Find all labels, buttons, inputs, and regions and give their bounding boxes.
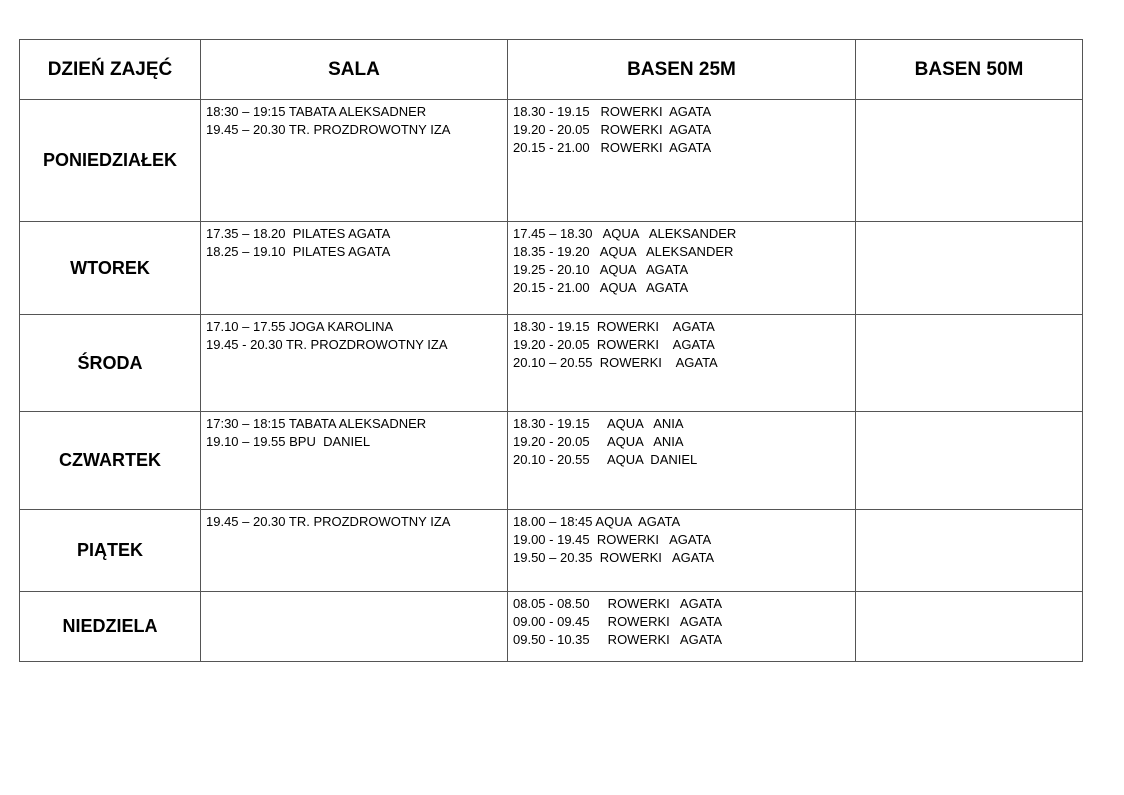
class-entry: 17.45 – 18.30 AQUA ALEKSANDER	[513, 226, 737, 241]
header-row	[20, 40, 1083, 100]
class-entry: 17.35 – 18.20 PILATES AGATA	[206, 226, 391, 241]
schedule-row-niedziela	[20, 592, 1083, 662]
sala-cell	[201, 510, 508, 592]
class-entry: 19.45 – 20.30 TR. PROZDROWOTNY IZA	[206, 122, 451, 137]
class-list	[201, 315, 507, 354]
class-entry: 19.50 – 20.35 ROWERKI AGATA	[513, 550, 715, 565]
basen-25m-cell	[508, 222, 856, 315]
class-entry: 09.00 - 09.45 ROWERKI AGATA	[513, 614, 723, 629]
class-entry: 18.25 – 19.10 PILATES AGATA	[206, 244, 391, 259]
day-label: PIĄTEK	[20, 510, 201, 592]
header-basen-50m: BASEN 50M	[856, 40, 1083, 100]
basen-25m-cell	[508, 592, 856, 662]
class-entry: 18.35 - 19.20 AQUA ALEKSANDER	[513, 244, 734, 259]
class-list	[856, 100, 1082, 103]
schedule-row-sroda	[20, 315, 1083, 412]
schedule-row-poniedzialek	[20, 100, 1083, 222]
schedule-table	[19, 39, 1083, 662]
class-list	[856, 592, 1082, 595]
schedule-row-piatek	[20, 510, 1083, 592]
basen-25m-cell	[508, 510, 856, 592]
class-list	[201, 510, 507, 531]
header-sala: SALA	[201, 40, 508, 100]
class-entry: 09.50 - 10.35 ROWERKI AGATA	[513, 632, 723, 647]
class-entry: 20.15 - 21.00 AQUA AGATA	[513, 280, 689, 295]
class-list	[856, 412, 1082, 415]
class-entry: 19.10 – 19.55 BPU DANIEL	[206, 434, 371, 449]
class-entry: 18.00 – 18:45 AQUA AGATA	[513, 514, 681, 529]
sala-cell	[201, 315, 508, 412]
day-label: NIEDZIELA	[20, 592, 201, 662]
basen-50m-cell	[856, 100, 1083, 222]
class-entry: 20.15 - 21.00 ROWERKI AGATA	[513, 140, 712, 155]
sala-cell	[201, 222, 508, 315]
class-list	[201, 412, 507, 451]
basen-25m-cell	[508, 100, 856, 222]
class-entry: 19.45 - 20.30 TR. PROZDROWOTNY IZA	[206, 337, 448, 352]
class-entry: 18.30 - 19.15 ROWERKI AGATA	[513, 104, 712, 119]
schedule-row-czwartek	[20, 412, 1083, 510]
class-list	[856, 510, 1082, 513]
basen-25m-cell	[508, 315, 856, 412]
class-list	[508, 222, 855, 297]
class-entry: 20.10 – 20.55 ROWERKI AGATA	[513, 355, 718, 370]
class-entry: 19.20 - 20.05 ROWERKI AGATA	[513, 337, 715, 352]
class-entry: 19.45 – 20.30 TR. PROZDROWOTNY IZA	[206, 514, 451, 529]
class-list	[508, 412, 855, 469]
day-label: CZWARTEK	[20, 412, 201, 510]
class-entry: 18:30 – 19:15 TABATA ALEKSADNER	[206, 104, 427, 119]
day-label: PONIEDZIAŁEK	[20, 100, 201, 222]
class-entry: 19.20 - 20.05 AQUA ANIA	[513, 434, 684, 449]
sala-cell	[201, 592, 508, 662]
class-entry: 19.00 - 19.45 ROWERKI AGATA	[513, 532, 712, 547]
class-entry: 17:30 – 18:15 TABATA ALEKSADNER	[206, 416, 427, 431]
header-basen-25m: BASEN 25M	[508, 40, 856, 100]
class-entry: 20.10 - 20.55 AQUA DANIEL	[513, 452, 698, 467]
basen-50m-cell	[856, 412, 1083, 510]
class-list	[856, 222, 1082, 225]
day-label: ŚRODA	[20, 315, 201, 412]
sala-cell	[201, 100, 508, 222]
class-entry: 08.05 - 08.50 ROWERKI AGATA	[513, 596, 723, 611]
class-entry: 17.10 – 17.55 JOGA KAROLINA	[206, 319, 394, 334]
header-day: DZIEŃ ZAJĘĆ	[20, 40, 201, 100]
class-entry: 18.30 - 19.15 AQUA ANIA	[513, 416, 684, 431]
class-list	[201, 222, 507, 261]
class-list	[201, 100, 507, 139]
basen-50m-cell	[856, 222, 1083, 315]
schedule-row-wtorek	[20, 222, 1083, 315]
class-entry: 19.25 - 20.10 AQUA AGATA	[513, 262, 689, 277]
class-list	[508, 510, 855, 567]
basen-50m-cell	[856, 592, 1083, 662]
class-list	[856, 315, 1082, 318]
class-entry: 18.30 - 19.15 ROWERKI AGATA	[513, 319, 715, 334]
basen-50m-cell	[856, 510, 1083, 592]
class-list	[201, 592, 507, 595]
class-list	[508, 100, 855, 157]
sala-cell	[201, 412, 508, 510]
schedule-body	[20, 100, 1083, 662]
class-entry: 19.20 - 20.05 ROWERKI AGATA	[513, 122, 712, 137]
basen-50m-cell	[856, 315, 1083, 412]
basen-25m-cell	[508, 412, 856, 510]
class-list	[508, 592, 855, 649]
class-list	[508, 315, 855, 372]
day-label: WTOREK	[20, 222, 201, 315]
